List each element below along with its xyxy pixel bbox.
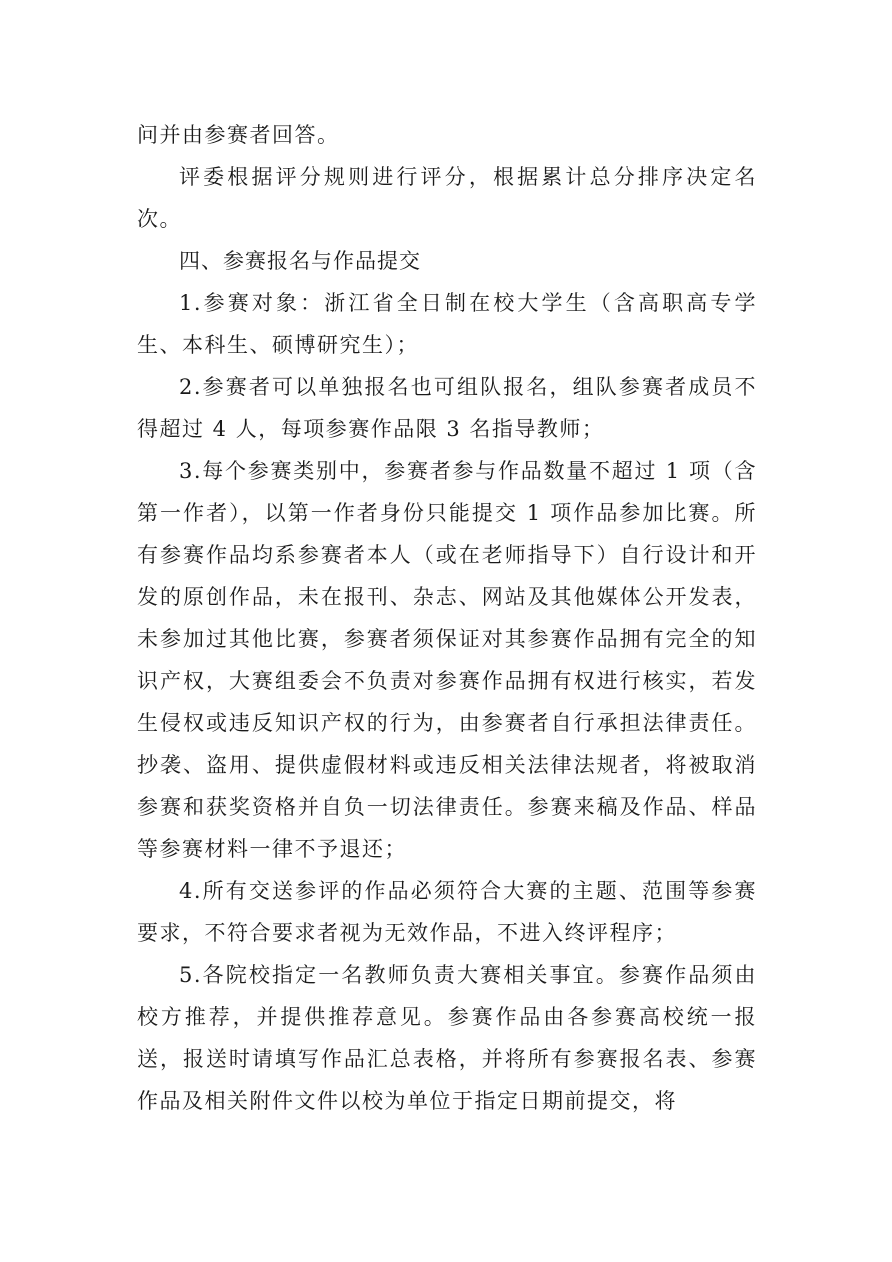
list-item-submission-rules: 3.每个参赛类别中，参赛者参与作品数量不超过 1 项（含第一作者），以第一作者身份只能提交 1 项作品参加比赛。所有参赛作品均系参赛者本人（或在老师指导下）自行设计和开发的原创作品，未在报刊、杂志、网站及其他媒体公开发表，未参加过其他比赛，参赛者须保证对其参赛作品拥有完全的知识产权，大赛组委会不负责对参赛作品拥有权进行核实，若发生侵权或违反知识产权的行为，由参赛者自行承担法律责任。抄袭、盗用、提供虚假材料或违反相关法律法规者，将被取消参赛和获奖资格并自负一切法律责任。参赛来稿及作品、样品等参赛材料一律不予退还； [137, 459, 757, 861]
section-heading: 四、参赛报名与作品提交 [179, 249, 421, 273]
list-item-requirements: 4.所有交送参评的作品必须符合大赛的主题、范围等参赛要求，不符合要求者视为无效作品，不进入终评程序； [137, 879, 757, 945]
list-item-team: 2.参赛者可以单独报名也可组队报名，组队参赛者成员不得超过 4 人，每项参赛作品限 3 名指导教师； [137, 375, 757, 441]
document-body [137, 114, 757, 1122]
list-item-school-contact: 5.各院校指定一名教师负责大赛相关事宜。参赛作品须由校方推荐，并提供推荐意见。参赛作品由各参赛高校统一报送，报送时请填写作品汇总表格，并将所有参赛报名表、参赛作品及相关附件文件以校为单位于指定日期前提交，将 [137, 963, 757, 1113]
paragraph-continuation: 问并由参赛者回答。 [137, 123, 340, 147]
paragraph-scoring: 评委根据评分规则进行评分，根据累计总分排序决定名次。 [137, 165, 757, 231]
list-item-eligibility: 1.参赛对象：浙江省全日制在校大学生（含高职高专学生、本科生、硕博研究生）； [137, 291, 757, 357]
